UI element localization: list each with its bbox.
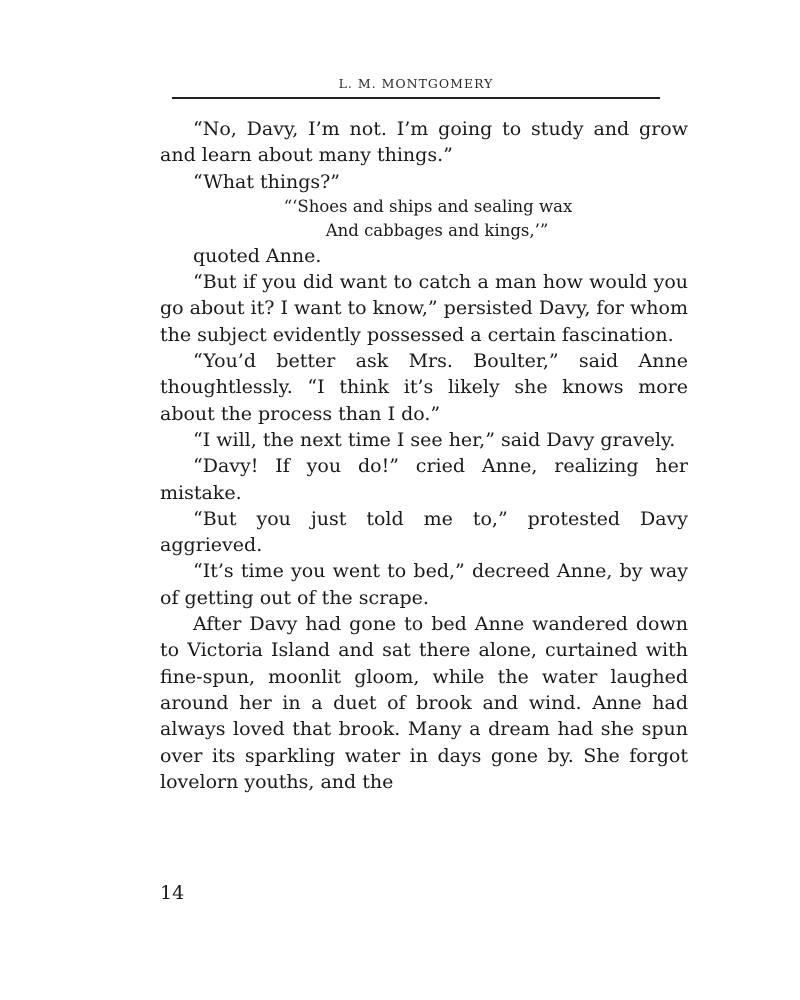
- paragraph: quoted Anne.: [193, 244, 322, 267]
- paragraph: “I will, the next time I see her,” said Davy gravely.: [193, 428, 676, 451]
- verse-line: And cabbages and kings,’”: [325, 220, 549, 240]
- paragraph: “You’d better ask Mrs. Boulter,” said Anne thoughtlessly. “I think it’s likely she knows more about the process than I do.”: [160, 350, 688, 425]
- paragraph: “But you just told me to,” protested Davy aggrieved.: [160, 507, 688, 557]
- paragraph: “Davy! If you do!” cried Anne, realizing her mistake.: [160, 455, 688, 504]
- paragraph: “No, Davy, I’m not. I’m going to study and grow and learn about many things.”: [160, 118, 688, 167]
- page-number: 14: [160, 882, 185, 904]
- paragraph: After Davy had gone to bed Anne wandered down to Victoria Island and sat there alone, curtained with fine-spun, moonlit gloom, while the water laughed around her in a duet of brook and wind. Anne had always loved that brook. Many a dream had she spun over its sparkling water in days gone by. She forgot lovelorn youths, and the: [160, 613, 688, 793]
- body-text: [160, 116, 688, 795]
- verse-quote: [160, 195, 688, 243]
- paragraph: “What things?”: [193, 170, 341, 193]
- paragraph: “It’s time you went to bed,” decreed Anne, by way of getting out of the scrape.: [160, 560, 688, 609]
- header-rule: [172, 97, 660, 99]
- paragraph: “But if you did want to catch a man how would you go about it? I want to know,” persisted Davy, for whom the subject evidently possessed a certain fascination.: [160, 271, 688, 346]
- verse-line: “‘Shoes and ships and sealing wax: [283, 196, 573, 216]
- running-head: L. M. MONTGOMERY: [338, 76, 494, 91]
